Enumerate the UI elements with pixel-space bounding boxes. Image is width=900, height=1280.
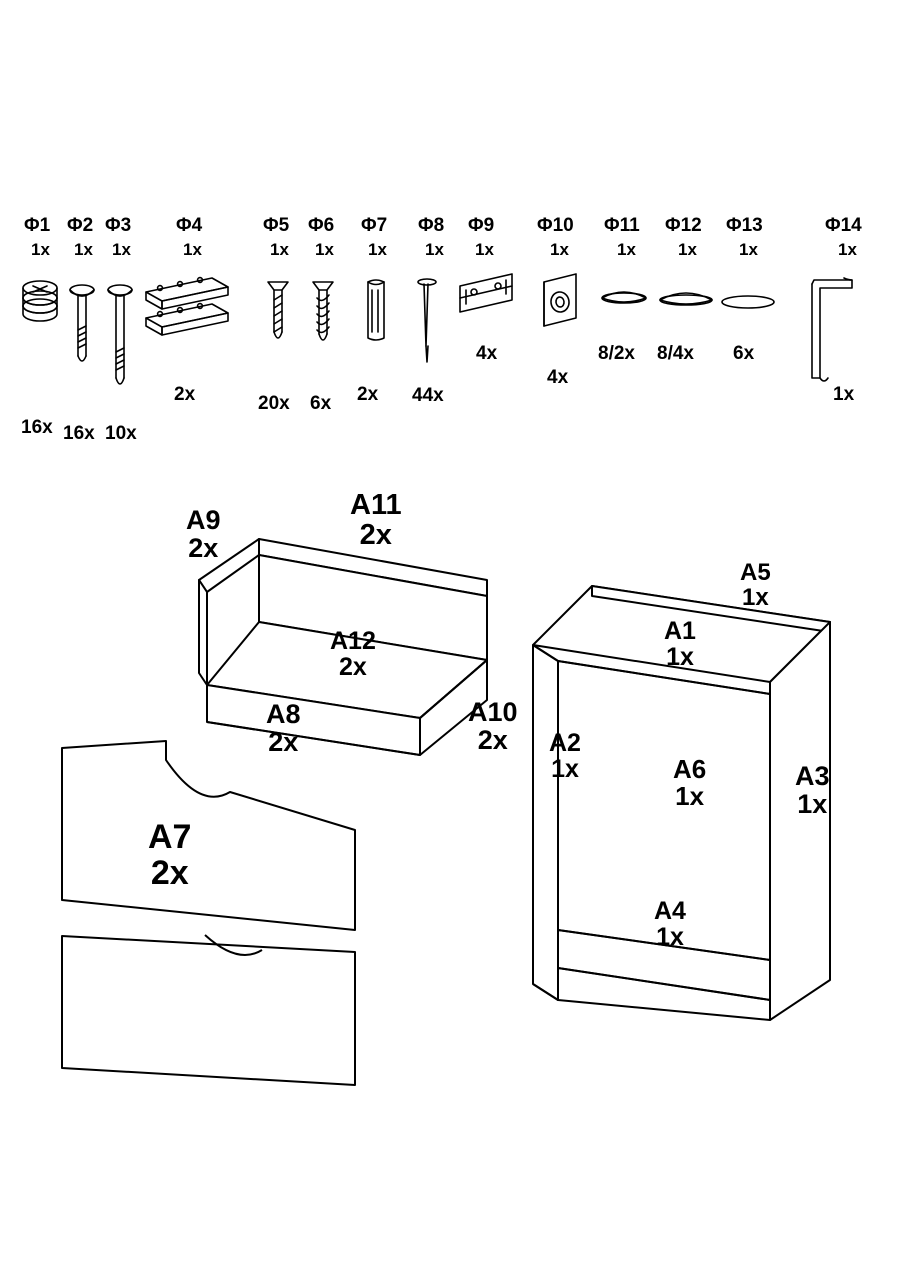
part-qty-a10: 2x bbox=[477, 725, 508, 756]
hardware-label-10: Φ10 bbox=[537, 215, 574, 236]
part-code-a7: A7 bbox=[148, 818, 192, 856]
hardware-label-13: Φ13 bbox=[726, 215, 763, 236]
flat-cap-icon bbox=[660, 293, 712, 305]
hardware-qty-5: 20x bbox=[258, 393, 290, 414]
part-label-a4 bbox=[654, 898, 686, 951]
hardware-qty-8: 44x bbox=[412, 385, 444, 406]
allen-key-icon bbox=[812, 278, 852, 381]
hardware-per-1: 1x bbox=[31, 240, 50, 259]
corner-block-icon bbox=[544, 274, 576, 326]
part-qty-a5: 1x bbox=[741, 584, 769, 612]
hardware-per-12: 1x bbox=[678, 240, 697, 259]
hardware-qty-14: 1x bbox=[833, 384, 855, 405]
hardware-per-2: 1x bbox=[74, 240, 93, 259]
coarse-screw-icon bbox=[313, 282, 333, 340]
hardware-per-13: 1x bbox=[739, 240, 758, 259]
part-label-a10 bbox=[468, 698, 518, 755]
part-qty-a4: 1x bbox=[656, 923, 684, 952]
hardware-qty-7: 2x bbox=[357, 384, 379, 405]
metal-bracket-icon bbox=[460, 274, 512, 312]
drawer-slide-icon bbox=[146, 278, 228, 335]
part-code-a8: A8 bbox=[266, 699, 301, 729]
long-bolt-icon bbox=[108, 285, 132, 384]
hardware-qty-11: 8/2x bbox=[598, 343, 635, 364]
hardware-qty-3: 10x bbox=[105, 423, 137, 444]
hardware-per-11: 1x bbox=[617, 240, 636, 259]
cap-cover-icon bbox=[602, 292, 646, 303]
part-code-a11: A11 bbox=[350, 489, 402, 521]
hardware-qty-12: 8/4x bbox=[657, 343, 694, 364]
hardware-qty-9: 4x bbox=[476, 343, 498, 364]
hardware-per-7: 1x bbox=[368, 240, 387, 259]
part-label-a11 bbox=[350, 490, 402, 551]
sticker-cover-icon bbox=[722, 296, 774, 308]
hardware-per-8: 1x bbox=[425, 240, 444, 259]
hardware-per-9: 1x bbox=[475, 240, 494, 259]
hardware-label-3: Φ3 bbox=[105, 215, 132, 236]
hardware-qty-1: 16x bbox=[21, 417, 53, 438]
hardware-qty-6: 6x bbox=[310, 393, 332, 414]
hardware-per-10: 1x bbox=[550, 240, 569, 259]
part-code-a1: A1 bbox=[664, 617, 696, 645]
hardware-per-5: 1x bbox=[270, 240, 289, 259]
hardware-label-12: Φ12 bbox=[665, 215, 702, 236]
part-qty-a6: 1x bbox=[675, 781, 705, 812]
part-code-a9: A9 bbox=[186, 505, 221, 535]
hardware-qty-4: 2x bbox=[174, 384, 196, 405]
hardware-label-1: Φ1 bbox=[24, 215, 51, 236]
hardware-qty-2: 16x bbox=[63, 423, 95, 444]
hardware-label-11: Φ11 bbox=[604, 215, 640, 236]
hardware-label-14: Φ14 bbox=[825, 215, 862, 236]
hardware-qty-10: 4x bbox=[547, 367, 569, 388]
part-code-a2: A2 bbox=[549, 729, 581, 757]
part-label-a3 bbox=[795, 762, 830, 819]
part-qty-a3: 1x bbox=[797, 789, 828, 820]
part-label-a7 bbox=[148, 820, 191, 891]
hardware-per-4: 1x bbox=[183, 240, 202, 259]
part-qty-a9: 2x bbox=[188, 533, 219, 564]
hardware-label-2: Φ2 bbox=[67, 215, 94, 236]
part-label-a2 bbox=[549, 730, 581, 783]
part-qty-a7: 2x bbox=[150, 853, 189, 892]
hardware-label-8: Φ8 bbox=[418, 215, 445, 236]
part-qty-a12: 2x bbox=[339, 653, 367, 682]
wooden-dowel-icon bbox=[368, 280, 384, 340]
drawer-face-drawing bbox=[62, 741, 355, 1085]
part-qty-a8: 2x bbox=[268, 727, 299, 758]
hardware-label-6: Φ6 bbox=[308, 215, 335, 236]
part-label-a6 bbox=[673, 756, 706, 811]
bolt-screw-icon bbox=[70, 285, 94, 361]
part-code-a3: A3 bbox=[795, 761, 830, 791]
part-code-a12: A12 bbox=[330, 627, 376, 655]
cam-lock-icon bbox=[23, 281, 57, 321]
part-qty-a11: 2x bbox=[359, 519, 392, 552]
part-qty-a2: 1x bbox=[551, 755, 579, 784]
part-code-a6: A6 bbox=[673, 754, 707, 784]
hardware-label-4: Φ4 bbox=[176, 215, 203, 236]
part-code-a5: A5 bbox=[740, 559, 771, 586]
part-code-a10: A10 bbox=[468, 697, 518, 727]
wood-screw-icon bbox=[268, 282, 288, 338]
part-qty-a1: 1x bbox=[666, 643, 694, 672]
hardware-qty-13: 6x bbox=[733, 343, 755, 364]
hardware-per-14: 1x bbox=[838, 240, 857, 259]
hardware-label-5: Φ5 bbox=[263, 215, 290, 236]
hardware-per-3: 1x bbox=[112, 240, 131, 259]
part-label-a12 bbox=[330, 628, 376, 681]
hardware-label-9: Φ9 bbox=[468, 215, 495, 236]
hardware-label-7: Φ7 bbox=[361, 215, 388, 236]
nail-icon bbox=[418, 279, 436, 362]
hardware-per-6: 1x bbox=[315, 240, 334, 259]
part-label-a9 bbox=[186, 506, 221, 563]
part-code-a4: A4 bbox=[654, 897, 686, 925]
part-label-a1 bbox=[664, 618, 696, 671]
part-label-a5 bbox=[740, 560, 771, 610]
part-label-a8 bbox=[266, 700, 301, 757]
